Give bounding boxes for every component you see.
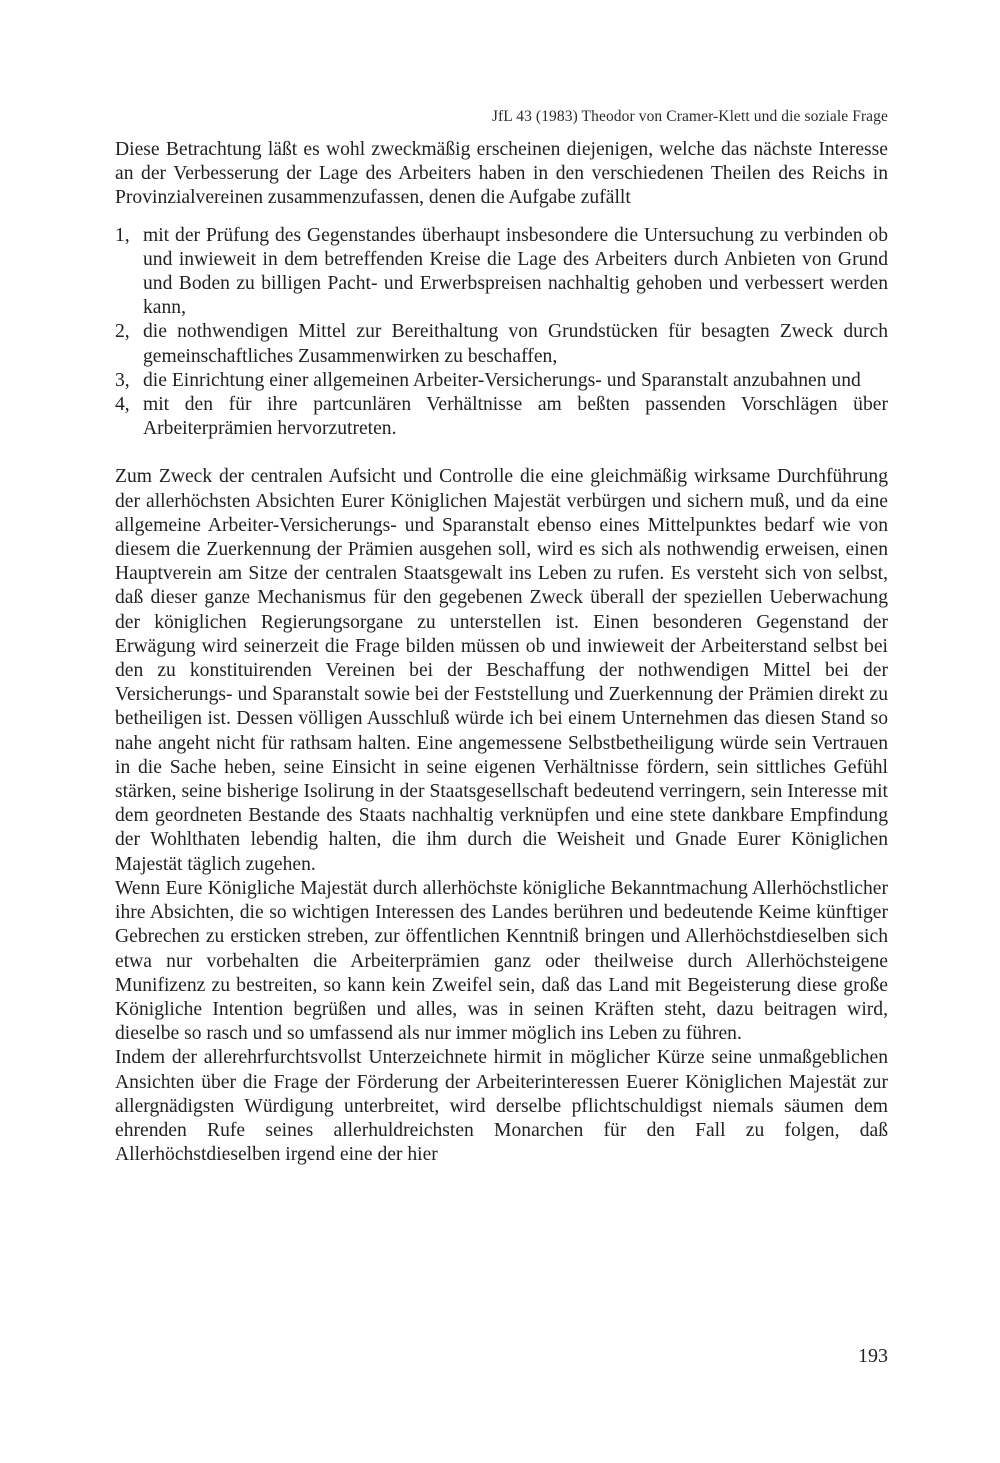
paragraph-supervision: Zum Zweck der centralen Aufsicht und Controlle die eine gleichmäßig wirksame Durchführung der allerhöchsten Absichten Eurer Königlichen Majestät verbürgen und sichern muß, und da eine allgemeine Arbeiter-Versicherungs- und Sparanstalt ebenso eines Mittelpunktes bedarf wie von diesem die Zuerkennung der Prämien ausgehen soll, wird es sich als nothwendig erweisen, einen Hauptverein am Sitze der centralen Staatsgewalt ins Leben zu rufen. Es versteht sich von selbst, daß dieser ganze Mechanismus für den gegebenen Zweck überall der speziellen Ueberwachung der königlichen Regierungsorgane zu unterstellen ist. Einen besonderen Gegenstand der Erwägung wird seinerzeit die Frage bilden müssen ob und inwieweit der Arbeiterstand selbst bei den zu konstituirenden Vereinen bei der Beschaffung der nothwendigen Mittel bei der Versicherungs- und Sparanstalt sowie bei der Feststellung und Zuerkennung der Prämien direkt zu betheiligen ist. Dessen völligen Ausschluß würde ich bei einem Unternehmen das diesen Stand so nahe angeht nicht für rathsam halten. Eine angemessene Selbstbetheiligung würde sein Vertrauen in die Sache heben, seine Einsicht in seine eigenen Verhältnisse fördern, sein sittliches Gefühl stärken, seine bisherige Isolirung in der Staatsgesellschaft bedeutend verringern, sein Interesse mit dem geordneten Bestande des Staats nachhaltig verknüpfen und eine stete dankbare Empfindung der Wohlthaten lebendig halten, die ihm durch die Weisheit und Gnade Eurer Königlichen Majestät täglich zugehen. xyxy=(115,466,888,875)
list-item-text: mit der Prüfung des Gegenstandes überhaupt insbesondere die Untersuchung zu verbinden ob und inwieweit in dem betreffenden Kreise die Lage des Arbeiters durch Anbieten von Grund und Boden zu billigen Pacht- und Erwerbspreisen nachhaltig gehoben und verbessert werden kann, xyxy=(143,224,888,319)
list-item-text: mit den für ihre partcunlären Verhältnisse am beßten passenden Vorschlägen über Arbeiterprämien hervorzutreten. xyxy=(143,394,888,440)
paragraph-closing: Indem der allerehrfurchtsvollst Unterzeichnete hirmit in möglicher Kürze seine unmaßgeblichen Ansichten über die Frage der Förderung der Arbeiterinteressen Euerer Königlichen Majestät zur allergnädigsten Würdigung unterbreitet, wird derselbe pflichtschuldigst niemals säumen dem ehrenden Rufe seines allerhuldreichsten Monarchen für den Fall zu folgen, daß Allerhöchstdieselben irgend eine der hier xyxy=(115,1047,888,1166)
running-head: JfL 43 (1983) Theodor von Cramer-Klett und die soziale Frage xyxy=(491,108,888,125)
list-item xyxy=(115,320,888,368)
numbered-list xyxy=(115,224,888,442)
page-number: 193 xyxy=(858,1345,888,1367)
section-gap xyxy=(115,441,888,465)
list-item-text: die Einrichtung einer allgemeinen Arbeiter-Versicherungs- und Sparanstalt anzubahnen und xyxy=(143,369,861,391)
list-item xyxy=(115,224,888,321)
list-item-number: 4, xyxy=(115,394,130,416)
list-item-number: 1, xyxy=(115,224,130,246)
intro-paragraph: Diese Betrachtung läßt es wohl zweckmäßig erscheinen diejenigen, welche das nächste Interesse an der Verbesserung der Lage des Arbeiters haben in den verschiedenen Theilen des Reichs in Provinzialvereinen zusammenzufassen, denen die Aufgabe zufällt xyxy=(115,139,888,209)
list-item-text: die nothwendigen Mittel zur Bereithaltung von Grundstücken für besagten Zweck durch gemeinschaftliches Zusammenwirken zu beschaffen, xyxy=(143,321,888,367)
list-item xyxy=(115,393,888,441)
list-item xyxy=(115,369,888,393)
body-text xyxy=(115,138,888,1167)
paragraph-royal-announcement: Wenn Eure Königliche Majestät durch allerhöchste königliche Bekanntmachung Allerhöchstlicher ihre Absichten, die so wichtigen Interessen des Landes berühren und bedeutende Keime künftiger Gebrechen zu ersticken streben, zur öffentlichen Kenntniß bringen und Allerhöchstdieselben sich etwa nur vorbehalten die Arbeiterprämien ganz oder theilweise durch Allerhöchsteigene Munifizenz zu bestreiten, so kann kein Zweifel sein, daß das Land mit Begeisterung diese große Königliche Intention begrüßen und alles, was in seinen Kräften steht, dazu beitragen wird, dieselbe so rasch und so umfassend als nur immer möglich ins Leben zu führen. xyxy=(115,877,888,1045)
list-item-number: 2, xyxy=(115,321,130,343)
list-item-number: 3, xyxy=(115,369,130,391)
